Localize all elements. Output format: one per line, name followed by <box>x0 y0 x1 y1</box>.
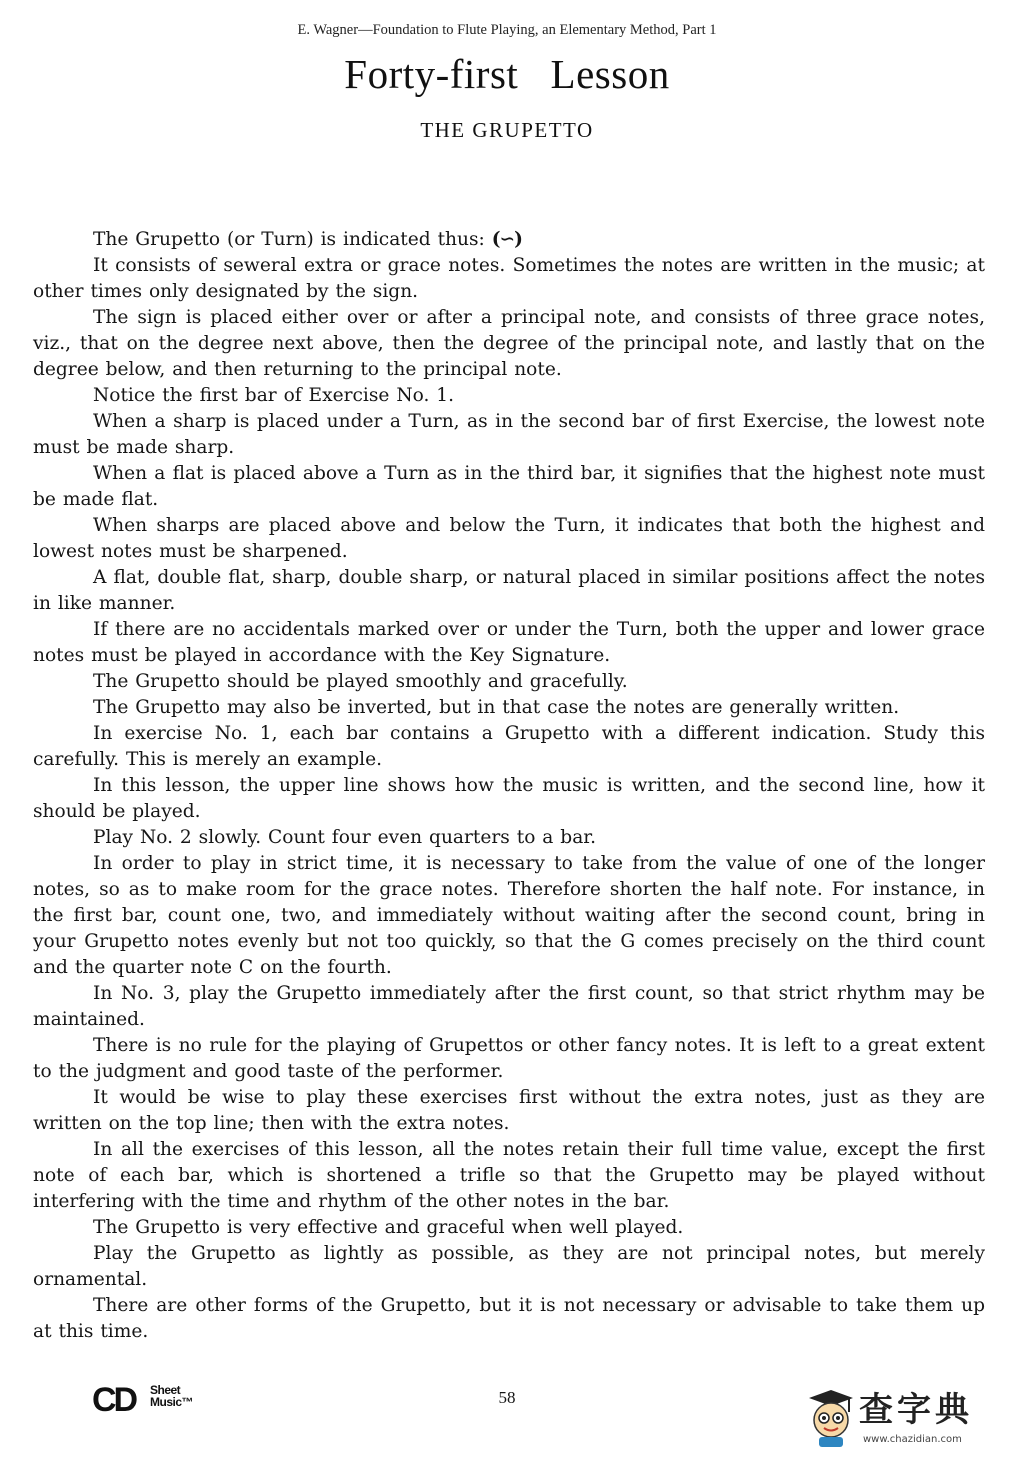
paragraph-15: In order to play in strict time, it is necessary to take from the value of one of the longer notes, so as to make room for the grace notes. Therefore shorten the half note. For instance, in the first bar, count one, two, and immediately without waiting after the second count, bring in your Grupetto notes evenly but not too quickly, so that the G comes precisely on the third count and the quarter note C on the fourth. <box>33 853 985 978</box>
paragraph-1-text: The Grupetto (or Turn) is indicated thus: <box>93 229 492 250</box>
paragraph-17: There is no rule for the playing of Grupettos or other fancy notes. It is left to a great extent to the judgment and good taste of the performer. <box>33 1035 985 1082</box>
chazidian-watermark <box>805 1388 1005 1454</box>
paragraph-21: Play the Grupetto as lightly as possible, as they are not principal notes, but merely ornamental. <box>33 1243 985 1290</box>
paragraph-14: Play No. 2 slowly. Count four even quarters to a bar. <box>93 827 597 848</box>
turn-sign-icon: (∽) <box>491 229 522 250</box>
paragraph-12: In exercise No. 1, each bar contains a Grupetto with a different indication. Study this carefully. This is merely an example. <box>33 723 985 770</box>
page-subtitle: THE GRUPETTO <box>420 118 594 142</box>
paragraph-19: In all the exercises of this lesson, all the notes retain their full time value, except the first note of each bar, which is shortened a trifle so that the Grupetto may be played without interfering with the time and rhythm of the other notes in the bar. <box>33 1139 985 1212</box>
logo-sheet-text: Sheet <box>150 1383 181 1397</box>
paragraph-2: It consists of sewеral extra or grace notes. Sometimes the notes are written in the music; at other times only designated by the sign. <box>33 255 985 302</box>
paragraph-1 <box>33 227 985 253</box>
paragraph-7: When sharps are placed above and below the Turn, it indicates that both the highest and lowest notes must be sharpened. <box>33 515 985 562</box>
lesson-body <box>33 227 985 1345</box>
paragraph-10: The Grupetto should be played smoothly and gracefully. <box>93 671 628 692</box>
paragraph-18: It would be wise to play these exercises first without the extra notes, just as they are written on the top line; then with the extra notes. <box>33 1087 985 1134</box>
paragraph-8: A flat, double flat, sharp, double sharp, or natural placed in similar positions affect the notes in like manner. <box>33 567 985 614</box>
page-number: 58 <box>498 1388 516 1407</box>
logo-cd-mark: CD <box>92 1381 136 1419</box>
logo-music-text: Music™ <box>150 1395 194 1409</box>
mascot-icon <box>805 1388 857 1448</box>
paragraph-13: In this lesson, the upper line shows how the music is written, and the second line, how it should be played. <box>33 775 985 822</box>
paragraph-11: The Grupetto may also be inverted, but in that case the notes are generally written. <box>93 697 900 718</box>
running-head: E. Wagner—Foundation to Flute Playing, an Elementary Method, Part 1 <box>297 22 717 38</box>
paragraph-6: When a flat is placed above a Turn as in the third bar, it signifies that the highest note must be made flat. <box>33 463 985 510</box>
paragraph-5: When a sharp is placed under a Turn, as in the second bar of first Exercise, the lowest note must be made sharp. <box>33 411 985 458</box>
watermark-url: www.chazidian.com <box>863 1434 962 1445</box>
paragraph-9: If there are no accidentals marked over or under the Turn, both the upper and lower grace notes must be played in accordance with the Key Signature. <box>33 619 985 666</box>
paragraph-16: In No. 3, play the Grupetto immediately after the first count, so that strict rhythm may be maintained. <box>33 983 985 1030</box>
page-title: Forty-first Lesson <box>344 51 670 97</box>
watermark-title: 查字典 <box>859 1390 973 1430</box>
paragraph-22: There are other forms of the Grupetto, but it is not necessary or advisable to take them up at this time. <box>33 1295 985 1342</box>
paragraph-4: Notice the first bar of Exercise No. 1. <box>93 385 455 406</box>
paragraph-20: The Grupetto is very effective and graceful when well played. <box>93 1217 684 1238</box>
paragraph-3: The sign is placed either over or after a principal note, and consists of three grace notes, viz., that on the degree next above, then the degree of the principal note, and lastly that on the degree below, and then returning to the principal note. <box>33 307 985 380</box>
